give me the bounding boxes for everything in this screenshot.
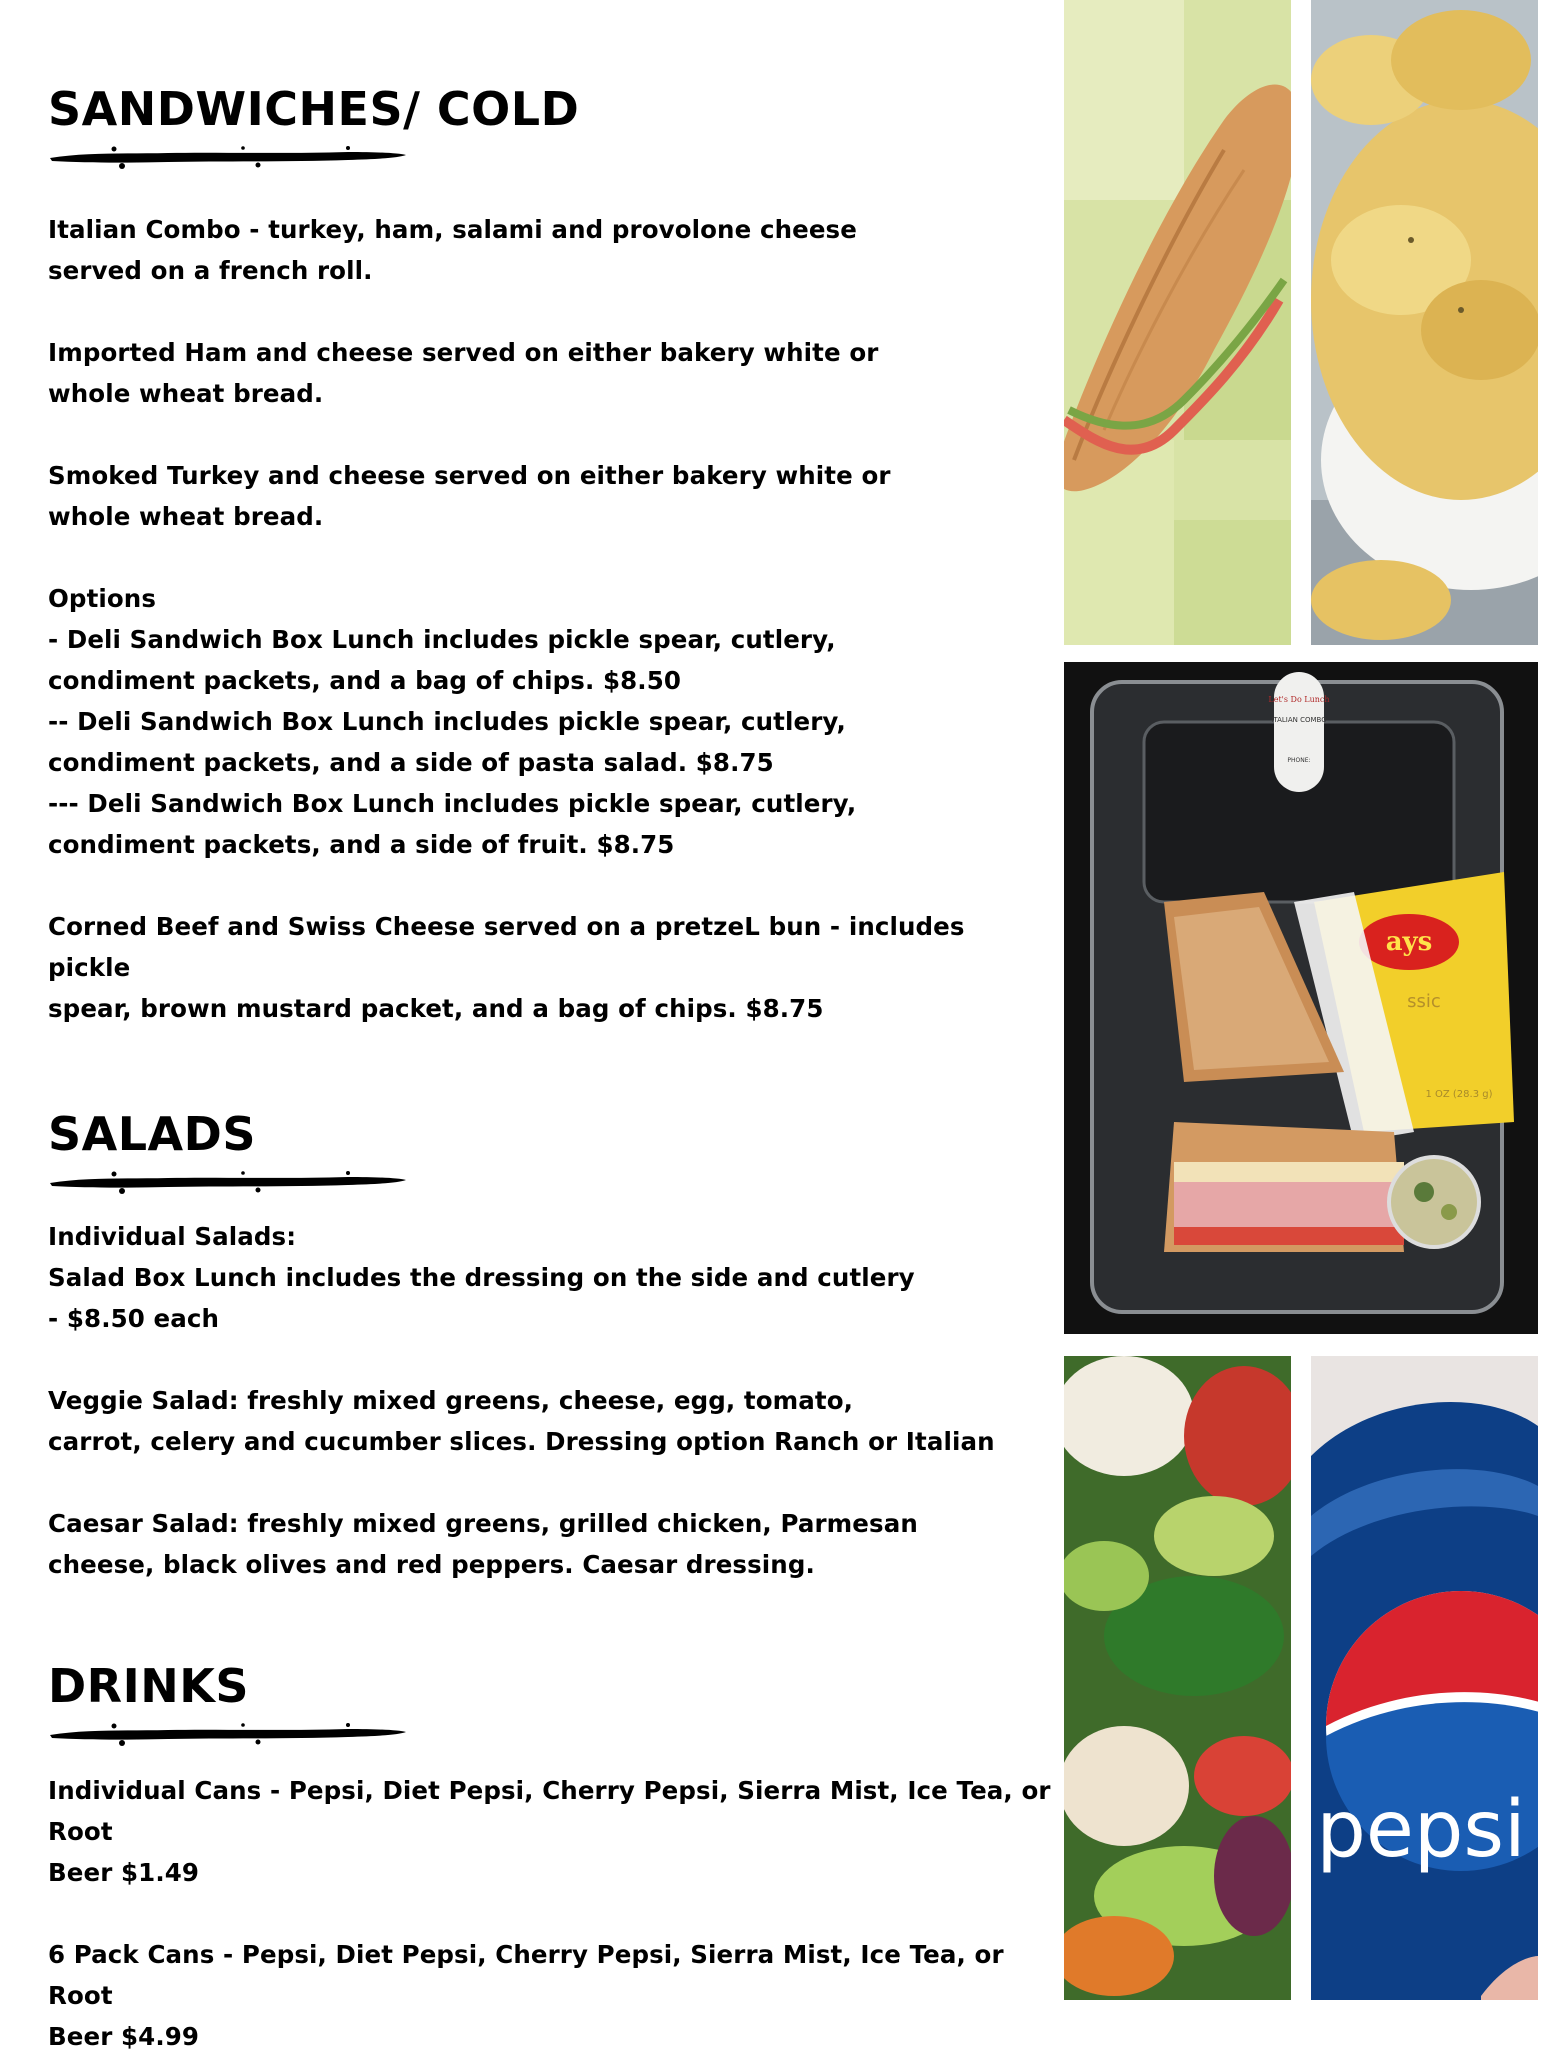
option-text-line: condiment packets, and a side of pasta salad. $8.75 — [48, 748, 774, 777]
menu-item-corned-beef — [48, 906, 1048, 1029]
menu-item-italian-combo — [48, 209, 1048, 291]
item-text-line: Beer $1.49 — [48, 1858, 200, 1887]
option-text-line: --- Deli Sandwich Box Lunch includes pickle spear, cutlery, — [48, 789, 857, 818]
item-text-line: carrot, celery and cucumber slices. Dressing option Ranch or Italian — [48, 1427, 995, 1456]
menu-item-six-pack-cans — [48, 1934, 1068, 2057]
item-text-line: Individual Cans - Pepsi, Diet Pepsi, Cherry Pepsi, Sierra Mist, Ice Tea, or Root — [48, 1776, 1051, 1846]
section-sandwiches — [48, 82, 1048, 170]
salads-intro-label: Individual Salads: — [48, 1222, 297, 1251]
item-text-line: served on a french roll. — [48, 256, 373, 285]
menu-item-individual-cans — [48, 1770, 1068, 1893]
item-text-line: whole wheat bread. — [48, 379, 324, 408]
option-fruit — [48, 783, 1048, 865]
salads-heading: SALADS — [48, 1107, 256, 1161]
option-text-line: - Deli Sandwich Box Lunch includes pickle spear, cutlery, — [48, 625, 836, 654]
menu-item-caesar-salad — [48, 1503, 1048, 1585]
chips-weight-text: 1 OZ (28.3 g) — [1425, 1089, 1493, 1100]
section-salads — [48, 1107, 1048, 1195]
section-drinks — [48, 1659, 1048, 1747]
salads-body — [48, 1216, 1048, 1585]
item-text-line: Beer $4.99 — [48, 2022, 200, 2051]
brush-underline — [48, 144, 408, 170]
salads-intro-line: Salad Box Lunch includes the dressing on the side and cutlery — [48, 1263, 915, 1292]
can-brand-text: pepsi — [1316, 1785, 1526, 1875]
sandwiches-body — [48, 209, 1048, 1029]
photo-chips-bowl — [1311, 0, 1538, 645]
photo-box-lunch — [1064, 662, 1538, 1334]
item-text-line: Imported Ham and cheese served on either bakery white or — [48, 338, 879, 367]
item-text-line: Italian Combo - turkey, ham, salami and provolone cheese — [48, 215, 857, 244]
sandwiches-heading: SANDWICHES/ COLD — [48, 82, 580, 136]
salads-intro — [48, 1216, 1048, 1339]
item-text-line: Smoked Turkey and cheese served on either bakery white or — [48, 461, 891, 490]
photo-salad — [1064, 1356, 1291, 2000]
brush-underline — [48, 1721, 408, 1747]
option-text-line: condiment packets, and a side of fruit. $8.75 — [48, 830, 675, 859]
item-text-line: Caesar Salad: freshly mixed greens, grilled chicken, Parmesan — [48, 1509, 918, 1538]
option-chips — [48, 619, 1048, 701]
menu-item-imported-ham — [48, 332, 1048, 414]
lid-label-text: Let's Do Lunch — [1268, 695, 1330, 704]
item-text-line: spear, brown mustard packet, and a bag of chips. $8.75 — [48, 994, 824, 1023]
options-label: Options — [48, 584, 157, 613]
item-text-line: cheese, black olives and red peppers. Caesar dressing. — [48, 1550, 815, 1579]
chips-flavor-text: ssic — [1407, 991, 1441, 1012]
brush-underline — [48, 1169, 408, 1195]
item-text-line: Corned Beef and Swiss Cheese served on a pretzeL bun - includes pickle — [48, 912, 965, 982]
salads-intro-line: - $8.50 each — [48, 1304, 220, 1333]
menu-item-veggie-salad — [48, 1380, 1048, 1462]
option-text-line: condiment packets, and a bag of chips. $8.50 — [48, 666, 682, 695]
chips-brand-text: ays — [1385, 927, 1433, 957]
photo-sub-sandwich — [1064, 0, 1291, 645]
drinks-heading: DRINKS — [48, 1659, 249, 1713]
menu-item-smoked-turkey — [48, 455, 1048, 537]
drinks-body — [48, 1770, 1068, 2057]
item-text-line: 6 Pack Cans - Pepsi, Diet Pepsi, Cherry Pepsi, Sierra Mist, Ice Tea, or Root — [48, 1940, 1004, 2010]
item-text-line: Veggie Salad: freshly mixed greens, cheese, egg, tomato, — [48, 1386, 854, 1415]
option-text-line: -- Deli Sandwich Box Lunch includes pickle spear, cutlery, — [48, 707, 846, 736]
photo-pepsi-can — [1311, 1356, 1538, 2000]
item-text-line: whole wheat bread. — [48, 502, 324, 531]
lid-label-text: ITALIAN COMBO — [1271, 716, 1327, 724]
option-pasta-salad — [48, 701, 1048, 783]
lid-label-text: PHONE: — [1287, 757, 1311, 764]
